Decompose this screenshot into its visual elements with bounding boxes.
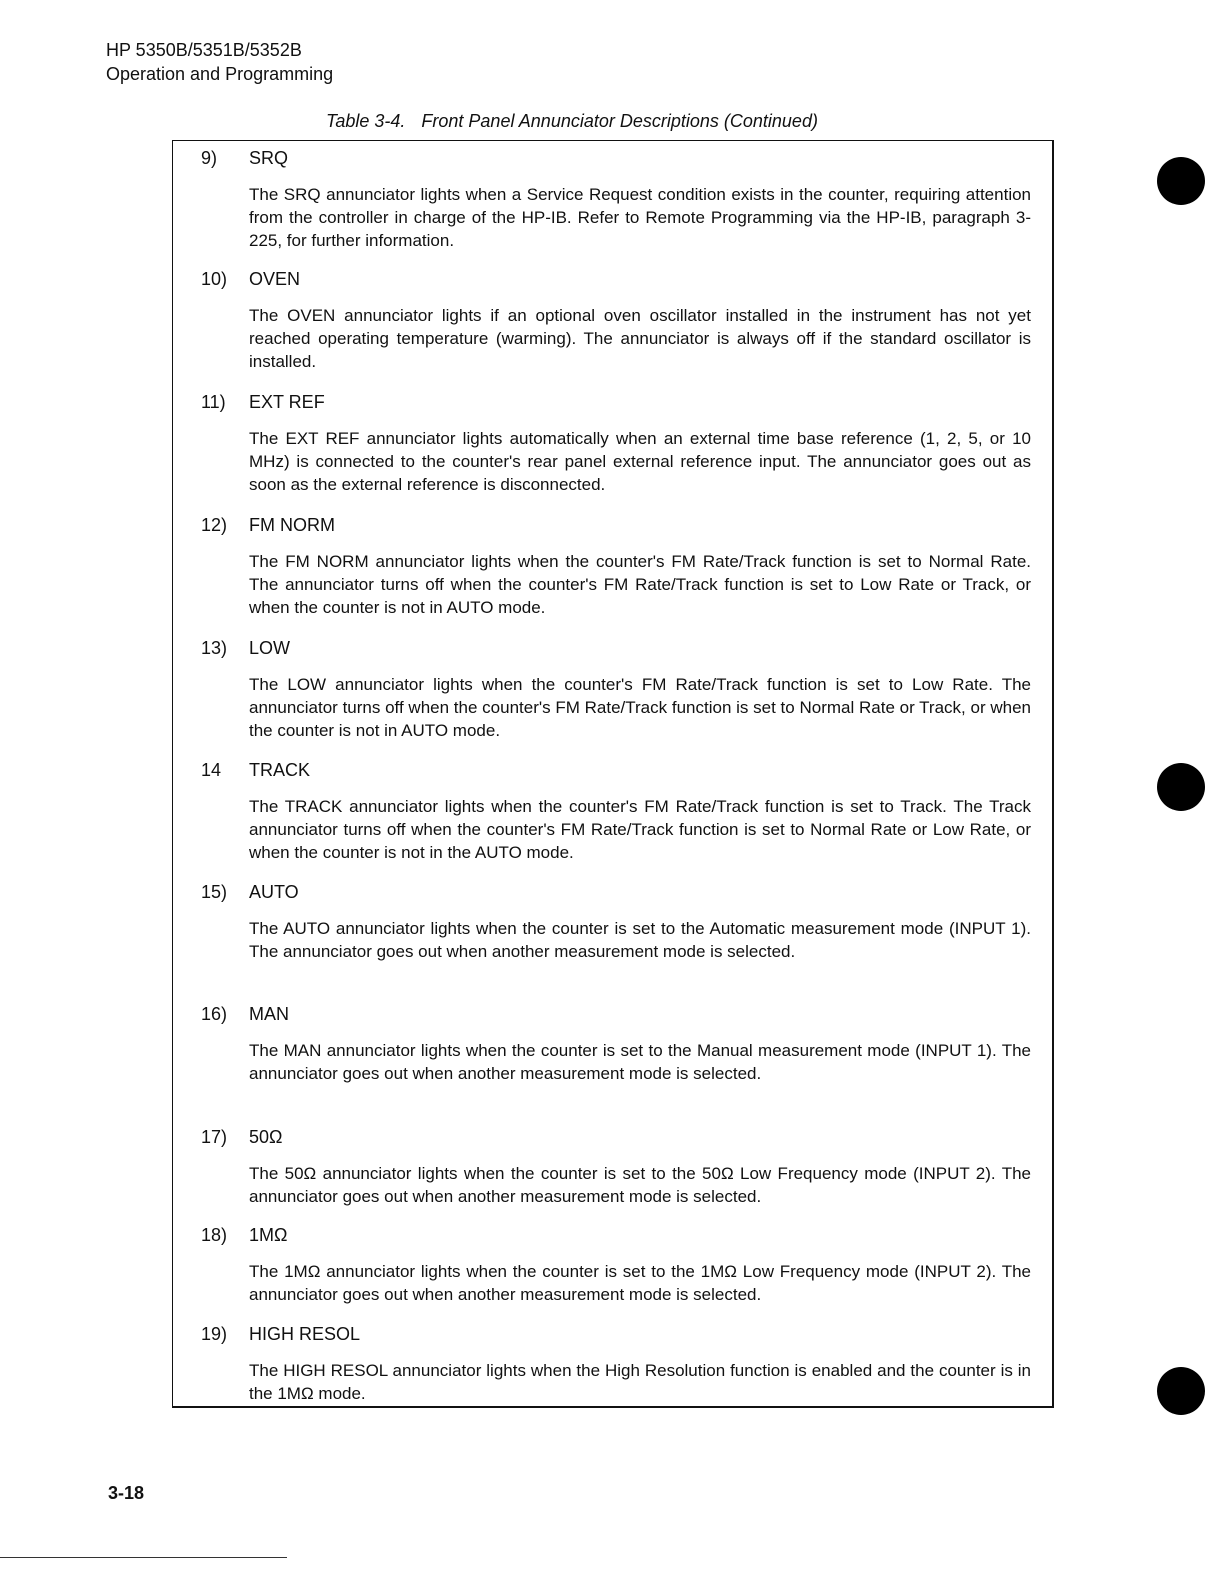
entry-number: 9)	[201, 148, 218, 168]
entry-description: The LOW annunciator lights when the counter's FM Rate/Track function is set to Low Rate. The annunciator turns off when the counter's FM Rate/Track function is set to Normal Rate or Track, or when the counter is not in AUTO mode.	[249, 675, 1031, 740]
entry-number: 14	[201, 760, 222, 780]
entry-description: The SRQ annunciator lights when a Service Request condition exists in the counter, requiring attention from the controller in charge of the HP-IB. Refer to Remote Programming via the HP-IB, paragraph 3-225, for further information.	[249, 185, 1031, 250]
page-header	[106, 38, 333, 86]
entry-number: 11)	[201, 392, 226, 412]
table-caption-label: Table 3-4.	[326, 111, 406, 131]
table-caption-title: Front Panel Annunciator Descriptions (Continued)	[421, 111, 818, 131]
entry-description: The EXT REF annunciator lights automatically when an external time base reference (1, 2, 5, or 10 MHz) is connected to the counter's rear panel external reference input. The annunciator goes out as soon as the external reference is disconnected.	[249, 429, 1031, 494]
annunciator-table	[172, 140, 1054, 1408]
binder-hole-mark	[1157, 763, 1205, 811]
entry-description: The 1MΩ annunciator lights when the counter is set to the 1MΩ Low Frequency mode (INPUT 2). The annunciator goes out when another measurement mode is selected.	[249, 1262, 1031, 1304]
entry-title: AUTO	[249, 882, 299, 902]
entry-title: OVEN	[249, 269, 301, 289]
entry-title: SRQ	[249, 148, 289, 168]
entry-number: 10)	[201, 269, 228, 289]
entry-number: 17)	[201, 1127, 228, 1147]
entry-title: 50Ω	[249, 1127, 283, 1147]
entry-title: TRACK	[249, 760, 311, 780]
entry-description: The TRACK annunciator lights when the counter's FM Rate/Track function is set to Track. The Track annunciator turns off when the counter's FM Rate/Track function is set to Normal Rate or Low Rate, or when the counter is not in the AUTO mode.	[249, 797, 1031, 862]
entry-number: 16)	[201, 1004, 228, 1024]
entry-number: 12)	[201, 515, 228, 535]
header-section: Operation and Programming	[106, 64, 334, 84]
entry-title: FM NORM	[249, 515, 335, 535]
entry-description: The 50Ω annunciator lights when the counter is set to the 50Ω Low Frequency mode (INPUT 2). The annunciator goes out when another measurement mode is selected.	[249, 1164, 1031, 1206]
page-number: 3-18	[108, 1483, 145, 1503]
entry-description: The HIGH RESOL annunciator lights when the High Resolution function is enabled and the counter is in the 1MΩ mode.	[249, 1361, 1031, 1403]
entry-title: MAN	[249, 1004, 289, 1024]
entry-description: The AUTO annunciator lights when the counter is set to the Automatic measurement mode (INPUT 1). The annunciator goes out when another measurement mode is selected.	[249, 919, 1031, 961]
entry-title: LOW	[249, 638, 291, 658]
entry-title: EXT REF	[249, 392, 325, 412]
entry-description: The OVEN annunciator lights if an optional oven oscillator installed in the instrument has not yet reached operating temperature (warming). The annunciator is always off if the standard oscillator is installed.	[249, 306, 1031, 371]
table-caption	[326, 111, 818, 132]
entry-number: 15)	[201, 882, 228, 902]
binder-hole-mark	[1157, 157, 1205, 205]
entry-title: 1MΩ	[249, 1225, 288, 1245]
entry-number: 19)	[201, 1324, 228, 1344]
entry-description: The MAN annunciator lights when the counter is set to the Manual measurement mode (INPUT 1). The annunciator goes out when another measurement mode is selected.	[249, 1041, 1031, 1083]
binder-hole-mark	[1157, 1367, 1205, 1415]
entry-title: HIGH RESOL	[249, 1324, 361, 1344]
entry-description: The FM NORM annunciator lights when the counter's FM Rate/Track function is set to Normal Rate. The annunciator turns off when the counter's FM Rate/Track function is set to Low Rate or Track, or when the counter is not in AUTO mode.	[249, 552, 1031, 617]
entry-number: 13)	[201, 638, 228, 658]
header-model: HP 5350B/5351B/5352B	[106, 40, 302, 60]
entry-number: 18)	[201, 1225, 228, 1245]
bottom-rule	[0, 1557, 287, 1558]
